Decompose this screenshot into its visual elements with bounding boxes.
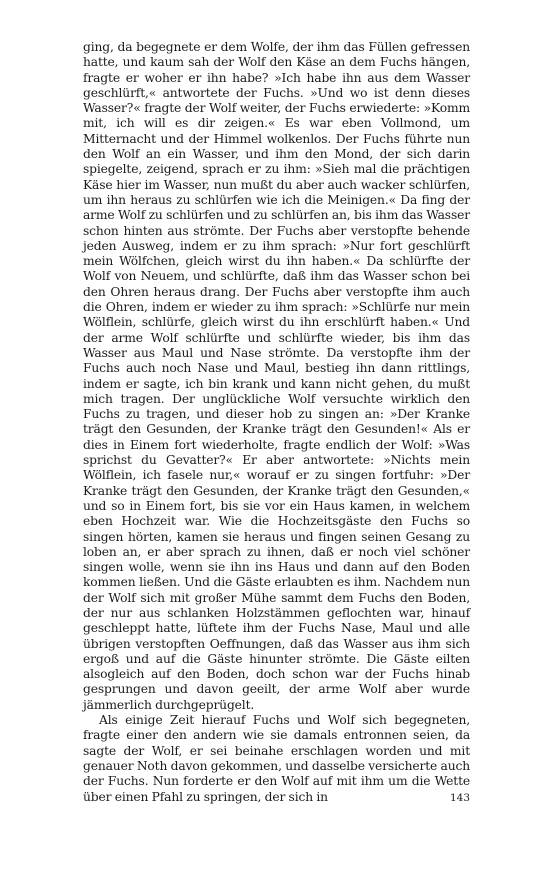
paragraph-2: Als einige Zeit hierauf Fuchs und Wolf sich begegneten, fragte einer den andern wie sie damals entronnen seien, da sagte der Wolf, er sei beinahe erschlagen worden und mit genauer Noth davon gekommen, und dasselbe versicherte auch der Fuchs. Nun forderte er den Wolf auf mit ihm um die Wette über einen Pfahl zu springen, der sich in <box>83 713 470 804</box>
page-body <box>83 40 470 805</box>
page-number: 143 <box>449 792 470 804</box>
paragraph-1: ging, da begegnete er dem Wolfe, der ihm das Füllen gefressen hatte, und kaum sah der Wolf den Käse an dem Fuchs hängen, fragte er woher er ihn habe? »Ich habe ihn aus dem Wasser geschlürft,« antwortete der Fuchs. »Und wo ist denn dieses Wasser?« fragte der Wolf weiter, der Fuchs erwiederte: »Komm mit, ich will es dir zeigen.« Es war eben Vollmond, um Mitternacht und der Himmel wolkenlos. Der Fuchs führte nun den Wolf an ein Wasser, und ihm den Mond, der sich darin spiegelte, zeigend, sprach er zu ihm: »Sieh mal die prächtigen Käse hier im Wasser, nun mußt du aber auch wacker schlürfen, um ihn heraus zu schlürfen wie ich die Meinigen.« Da fing der arme Wolf zu schlürfen und zu schlürfen an, bis ihm das Wasser schon hinten aus strömte. Der Fuchs aber verstopfte behende jeden Ausweg, indem er zu ihm sprach: »Nur fort geschlürft mein Wölfchen, gleich wirst du ihn haben.« Da schlürfte der Wolf von Neuem, und schlürfte, daß ihm das Wasser schon bei den Ohren heraus drang. Der Fuchs aber verstopfte ihm auch die Ohren, indem er wieder zu ihm sprach: »Schlürfe nur mein Wölflein, schlürfe, gleich wirst du ihn erschlürft haben.« Und der arme Wolf schlürfte und schlürfte wieder, bis ihm das Wasser aus Maul und Nase strömte. Da verstopfte ihm der Fuchs auch noch Nase und Maul, bestieg ihn dann rittlings, indem er sagte, ich bin krank und kann nicht gehen, du mußt mich tragen. Der unglückliche Wolf versuchte wirklich den Fuchs zu tragen, und dieser hob zu singen an: »Der Kranke trägt den Gesunden, der Kranke trägt den Gesunden!« Als er dies in Einem fort wiederholte, fragte endlich der Wolf: »Was sprichst du Gevatter?« Er aber antwortete: »Nichts mein Wölflein, ich fasele nur,« worauf er zu singen fortfuhr: »Der Kranke trägt den Gesunden, der Kranke trägt den Gesunden,« und so in Einem fort, bis sie vor ein Haus kamen, in welchem eben Hochzeit war. Wie die Hochzeitsgäste den Fuchs so singen hörten, kamen sie heraus und fingen seinen Gesang zu loben an, er aber sprach zu ihnen, daß er noch viel schöner singen wolle, wenn sie ihn ins Haus und dann auf den Boden kommen ließen. Und die Gäste erlaubten es ihm. Nachdem nun der Wolf sich mit großer Mühe sammt dem Fuchs den Boden, der nur aus schlanken Holzstämmen geflochten war, hinauf geschleppt hatte, lüftete ihm der Fuchs Nase, Maul und alle übrigen verstopften Oeffnungen, daß das Wasser aus ihm sich ergoß und auf die Gäste hinunter strömte. Die Gäste eilten alsogleich auf den Boden, doch schon war der Fuchs hinab gesprungen und davon geeilt, der arme Wolf aber wurde jämmerlich durchgeprügelt. <box>83 40 470 712</box>
